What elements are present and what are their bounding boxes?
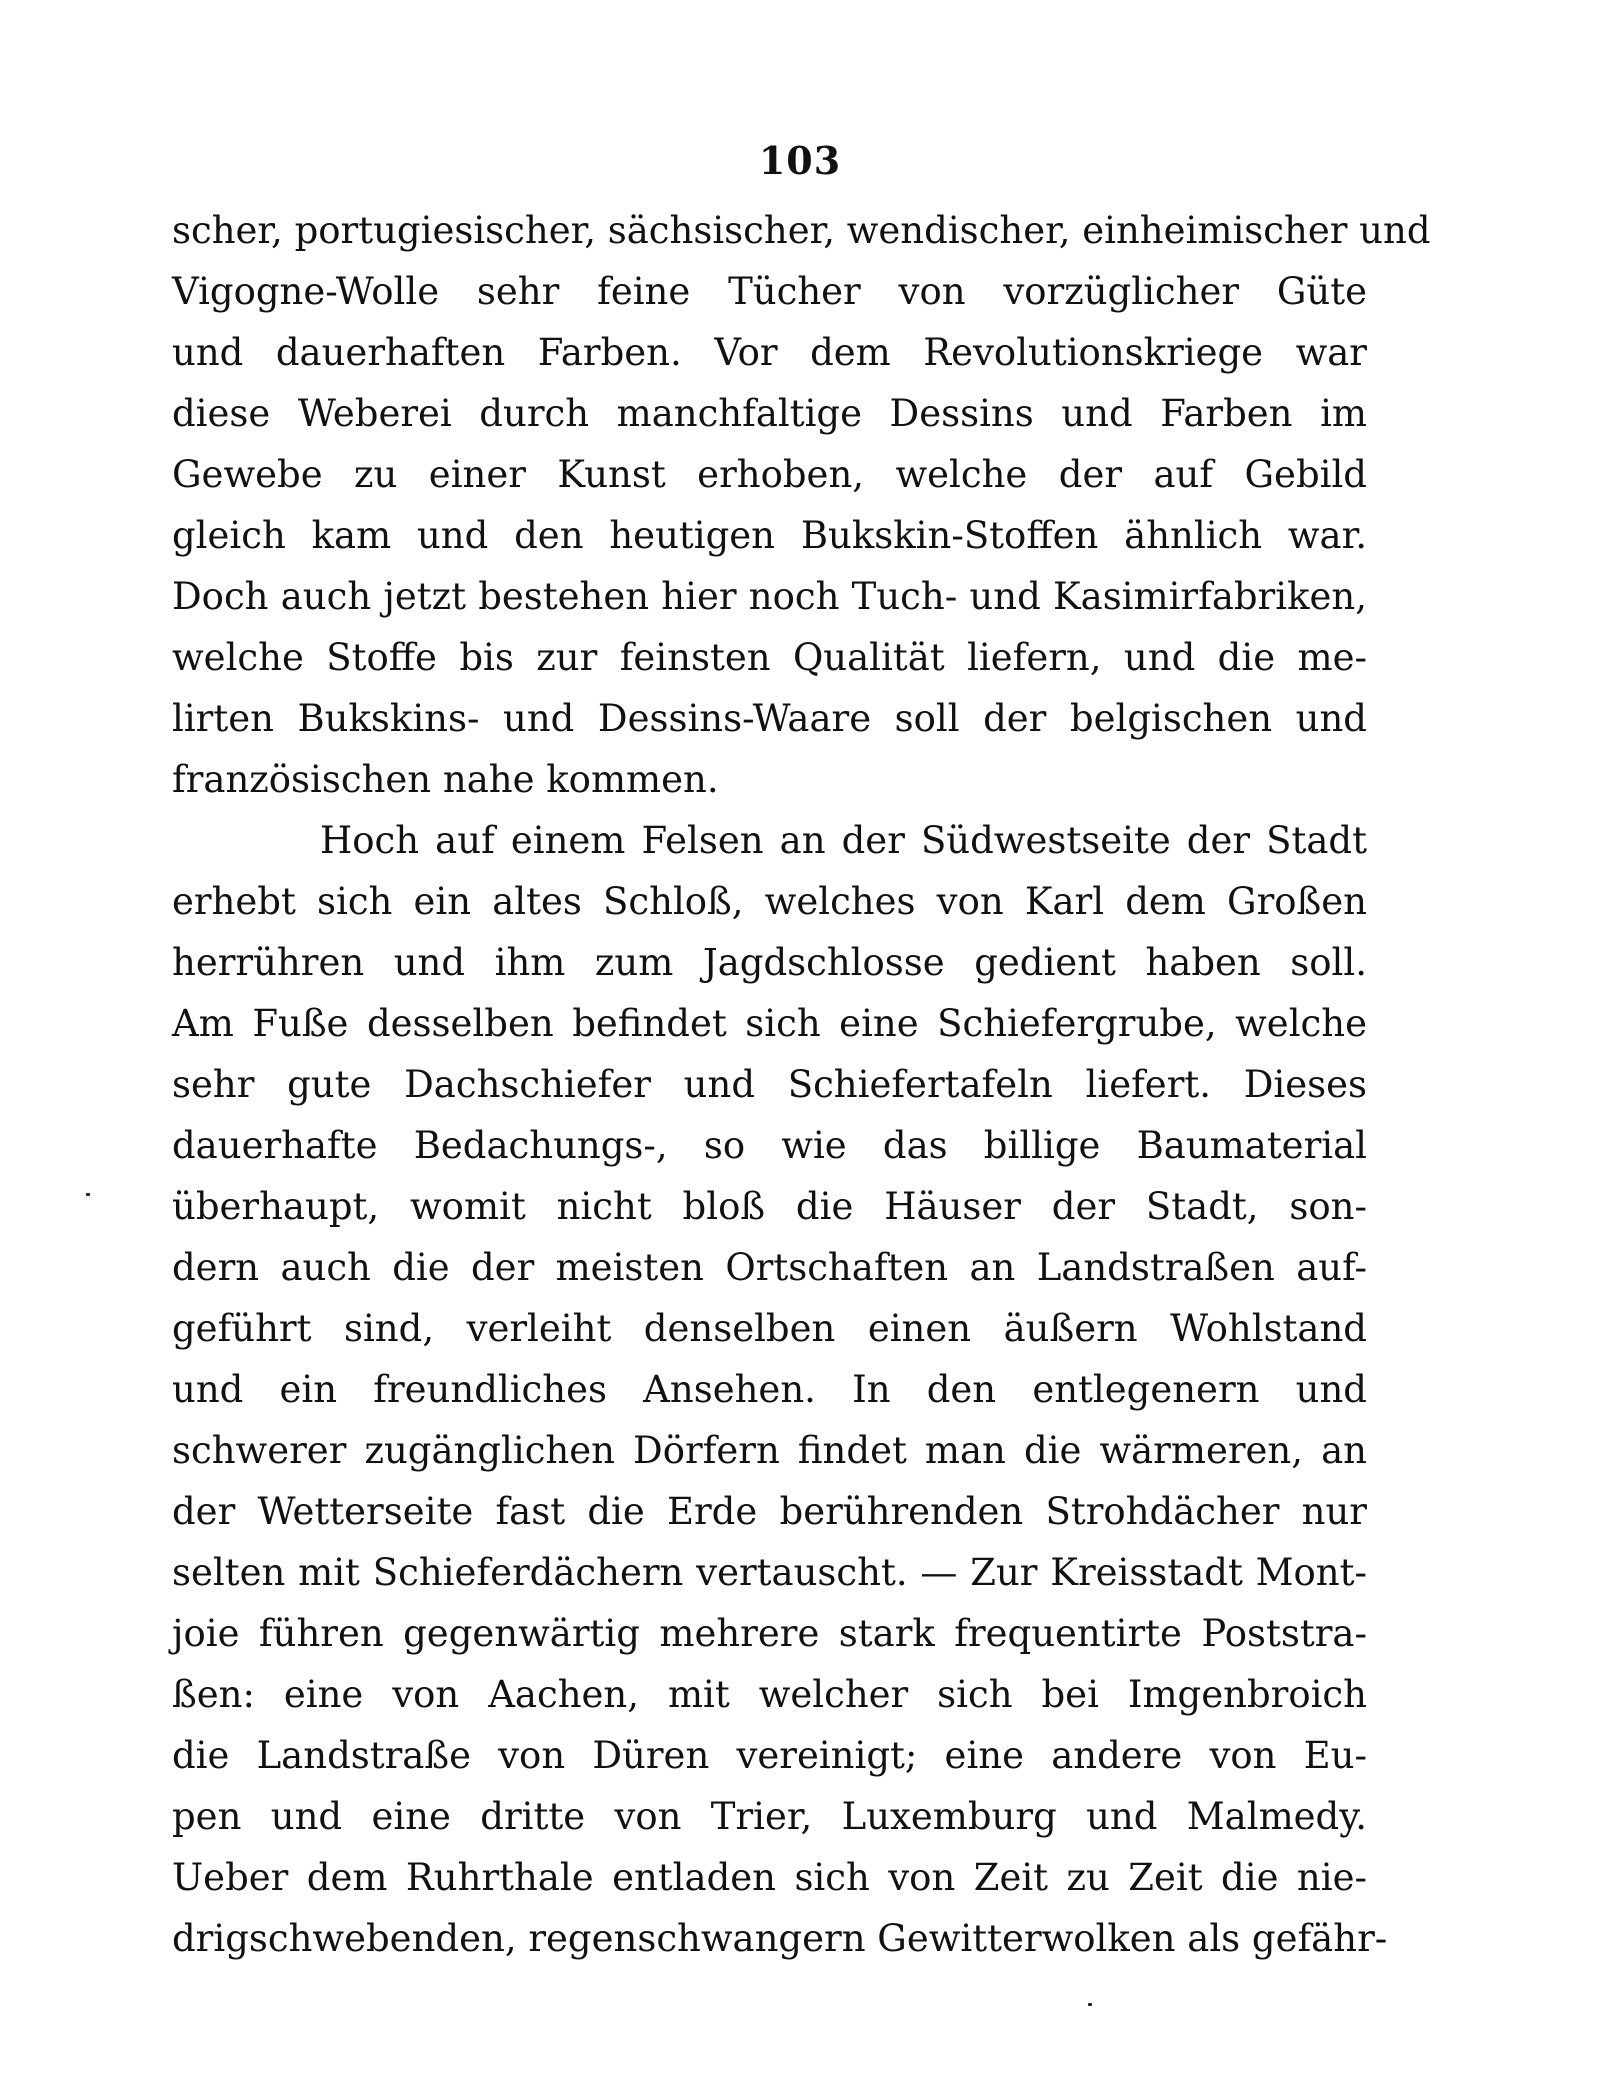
text-line: herrühren und ihm zum Jagdschlosse gedient haben soll.	[172, 941, 1367, 984]
text-line: gleich kam und den heutigen Bukskin-Stoffen ähnlich war.	[172, 514, 1367, 557]
text-line: pen und eine dritte von Trier, Luxemburg und Malmedy.	[172, 1795, 1367, 1838]
text-line: überhaupt, womit nicht bloß die Häuser der Stadt, son-	[172, 1185, 1367, 1228]
ink-speck	[1088, 2003, 1092, 2006]
text-line: Ueber dem Ruhrthale entladen sich von Zeit zu Zeit die nie-	[172, 1856, 1367, 1899]
text-line: französischen nahe kommen.	[172, 758, 719, 801]
text-line: und dauerhaften Farben. Vor dem Revolutionskriege war	[172, 331, 1367, 374]
text-line: erhebt sich ein altes Schloß, welches von Karl dem Großen	[172, 880, 1367, 923]
page-number: 103	[758, 138, 842, 183]
text-line: diese Weberei durch manchfaltige Dessins und Farben im	[172, 392, 1367, 435]
text-line: die Landstraße von Düren vereinigt; eine andere von Eu-	[172, 1734, 1367, 1777]
text-line: drigschwebenden, regenschwangern Gewitterwolken als gefähr-	[172, 1917, 1388, 1960]
text-line: Gewebe zu einer Kunst erhoben, welche der auf Gebild	[172, 453, 1367, 496]
text-line: ßen: eine von Aachen, mit welcher sich bei Imgenbroich	[172, 1673, 1367, 1716]
text-line: und ein freundliches Ansehen. In den entlegenern und	[172, 1368, 1367, 1411]
text-line: schwerer zugänglichen Dörfern findet man die wärmeren, an	[172, 1429, 1367, 1472]
text-line: dern auch die der meisten Ortschaften an Landstraßen auf-	[172, 1246, 1367, 1289]
text-line: Hoch auf einem Felsen an der Südwestseite der Stadt	[320, 819, 1367, 862]
text-line: Vigogne-Wolle sehr feine Tücher von vorzüglicher Güte	[172, 270, 1367, 313]
text-line: scher, portugiesischer, sächsischer, wendischer, einheimischer und	[172, 209, 1431, 252]
text-block	[172, 200, 1431, 1969]
text-line: geführt sind, verleiht denselben einen äußern Wohlstand	[172, 1307, 1367, 1350]
text-line: welche Stoffe bis zur feinsten Qualität liefern, und die me-	[172, 636, 1367, 679]
text-line: dauerhafte Bedachungs-, so wie das billige Baumaterial	[172, 1124, 1367, 1167]
text-line: selten mit Schieferdächern vertauscht. — Zur Kreisstadt Mont-	[172, 1551, 1367, 1594]
text-line: joie führen gegenwärtig mehrere stark frequentirte Poststra-	[172, 1612, 1367, 1655]
text-line: sehr gute Dachschiefer und Schiefertafeln liefert. Dieses	[172, 1063, 1367, 1106]
text-line: lirten Bukskins- und Dessins-Waare soll der belgischen und	[172, 697, 1367, 740]
text-line: Doch auch jetzt bestehen hier noch Tuch- und Kasimirfabriken,	[172, 575, 1367, 618]
text-line: Am Fuße desselben befindet sich eine Schiefergrube, welche	[172, 1002, 1367, 1045]
text-line: der Wetterseite fast die Erde berührenden Strohdächer nur	[172, 1490, 1367, 1533]
ink-speck	[86, 1193, 90, 1196]
